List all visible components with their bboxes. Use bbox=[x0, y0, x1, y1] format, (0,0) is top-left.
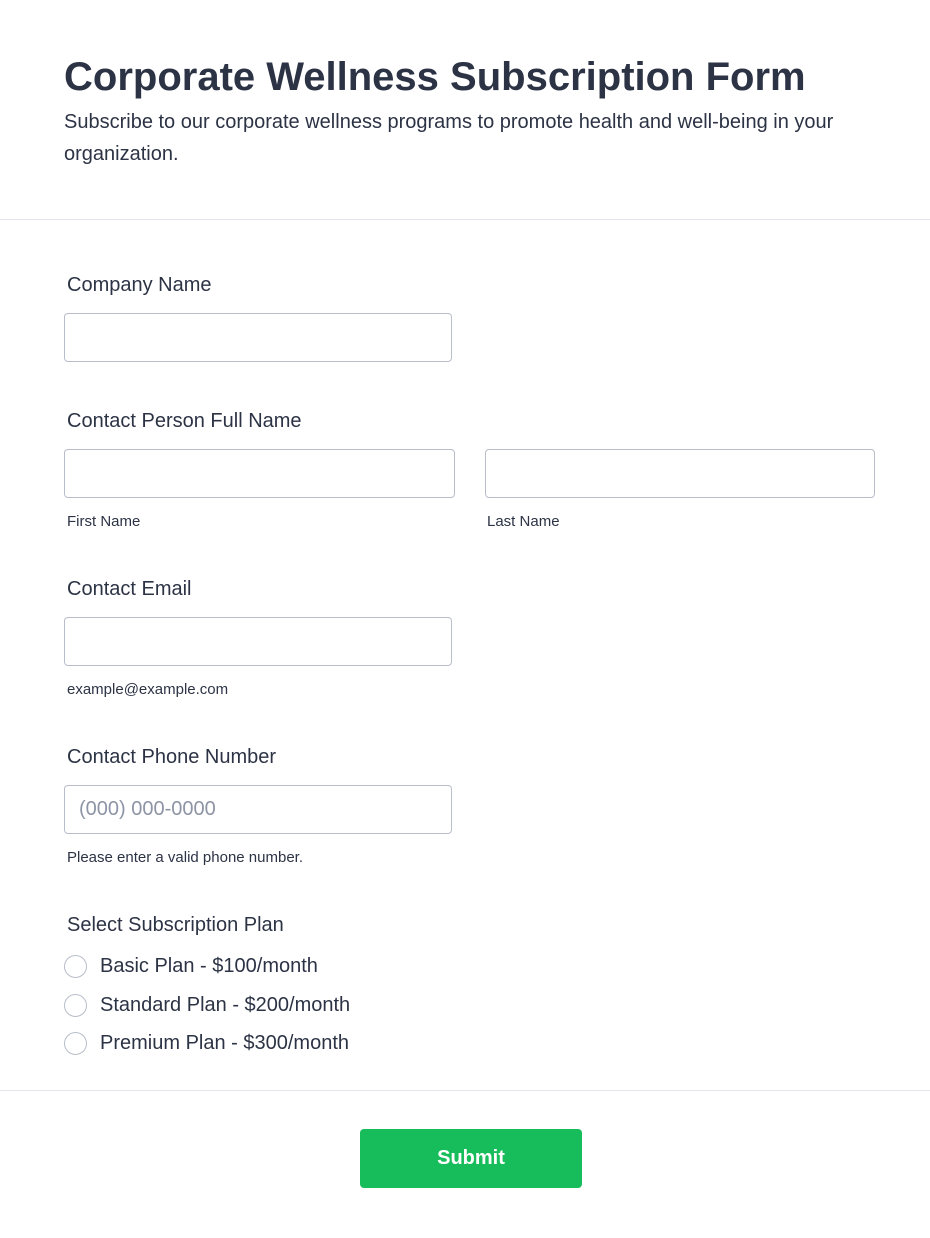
contact-person-label: Contact Person Full Name bbox=[67, 410, 302, 432]
page-title: Corporate Wellness Subscription Form bbox=[64, 55, 806, 99]
company-name-input[interactable] bbox=[64, 313, 452, 362]
phone-input[interactable] bbox=[64, 785, 452, 834]
first-name-input[interactable] bbox=[64, 449, 455, 498]
submit-button[interactable]: Submit bbox=[360, 1129, 582, 1188]
form-header bbox=[0, 0, 930, 220]
company-name-label: Company Name bbox=[67, 274, 212, 296]
subscription-plan-label: Select Subscription Plan bbox=[67, 914, 284, 936]
plan-option-label: Basic Plan - $100/month bbox=[100, 955, 318, 977]
email-sublabel: example@example.com bbox=[67, 681, 229, 698]
radio-button[interactable] bbox=[64, 1032, 87, 1055]
contact-email-label: Contact Email bbox=[67, 578, 192, 600]
last-name-input[interactable] bbox=[485, 449, 875, 498]
plan-option-premium[interactable] bbox=[64, 1030, 349, 1056]
email-field[interactable] bbox=[64, 617, 452, 666]
footer-divider bbox=[0, 1090, 930, 1091]
plan-option-basic[interactable] bbox=[64, 953, 318, 979]
contact-phone-label: Contact Phone Number bbox=[67, 746, 277, 768]
page-subtitle: Subscribe to our corporate wellness programs to promote health and well-being in your organization. bbox=[64, 111, 834, 165]
plan-option-label: Standard Plan - $200/month bbox=[100, 994, 351, 1016]
phone-sublabel: Please enter a valid phone number. bbox=[67, 849, 303, 866]
plan-option-label: Premium Plan - $300/month bbox=[100, 1032, 350, 1054]
first-name-sublabel: First Name bbox=[67, 513, 141, 530]
plan-option-standard[interactable] bbox=[64, 992, 350, 1018]
last-name-sublabel: Last Name bbox=[487, 513, 560, 530]
radio-button[interactable] bbox=[64, 994, 87, 1017]
radio-button[interactable] bbox=[64, 955, 87, 978]
